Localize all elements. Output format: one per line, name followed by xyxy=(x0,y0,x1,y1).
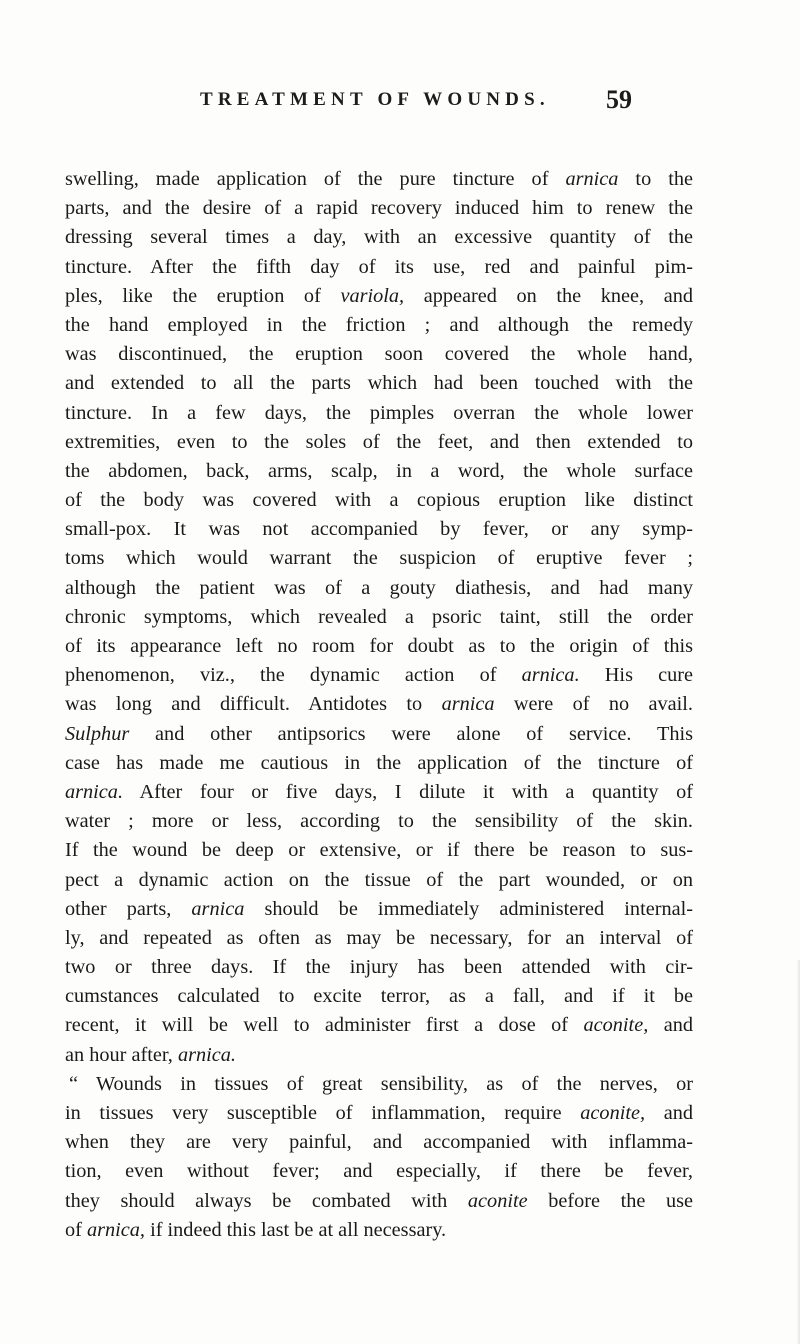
text-segment: tion, even without fever; and especially, if there be fever, xyxy=(65,1160,693,1183)
italic-term: arnica. xyxy=(177,1043,236,1066)
text-line xyxy=(65,982,693,1011)
text-segment: and extended to all the parts which had been touched with the xyxy=(65,372,693,395)
italic-term: variola, xyxy=(340,284,405,307)
text-line xyxy=(65,515,693,544)
text-segment: was long and difficult. Antidotes to xyxy=(65,693,442,716)
text-line xyxy=(65,399,693,428)
text-line xyxy=(65,253,693,282)
text-line xyxy=(65,282,693,311)
text-segment: an hour after, xyxy=(65,1043,178,1066)
text-line xyxy=(65,1070,693,1099)
text-segment: tincture. After the fifth day of its use, red and painful pim- xyxy=(65,255,693,278)
text-segment: should be immediately administered internal- xyxy=(244,897,693,920)
text-line xyxy=(65,866,693,895)
text-segment: appeared on the knee, and xyxy=(404,284,693,307)
text-line xyxy=(65,807,693,836)
text-segment: when they are very painful, and accompanied with inflamma- xyxy=(65,1131,693,1154)
text-line xyxy=(65,369,693,398)
text-segment: small-pox. It was not accompanied by fever, or any symp- xyxy=(65,518,693,541)
text-segment: of xyxy=(65,1218,87,1241)
page-number: 59 xyxy=(606,85,632,114)
text-line xyxy=(65,749,693,778)
text-line xyxy=(65,1187,693,1216)
italic-term: aconite, xyxy=(580,1102,646,1124)
text-line xyxy=(65,223,693,252)
text-line xyxy=(65,544,693,573)
text-segment: although the patient was of a gouty diathesis, and had many xyxy=(65,576,693,599)
text-line xyxy=(65,895,693,924)
italic-term: aconite, xyxy=(583,1014,649,1037)
text-line xyxy=(65,1128,693,1157)
text-segment: chronic symptoms, which revealed a psoric taint, still the order xyxy=(65,605,693,628)
text-line xyxy=(65,778,693,807)
text-segment: If the wound be deep or extensive, or if there be reason to sus- xyxy=(65,839,693,862)
text-segment: were of no avail. xyxy=(494,693,693,716)
text-line xyxy=(65,836,693,865)
page-header xyxy=(200,85,632,129)
italic-term: arnica xyxy=(441,693,495,716)
text-line xyxy=(65,574,693,603)
text-segment: other parts, xyxy=(65,897,192,920)
text-segment: of its appearance left no room for doubt as to the origin of this xyxy=(65,635,693,657)
text-line xyxy=(65,1216,693,1245)
text-line xyxy=(65,311,693,340)
running-title: TREATMENT OF WOUNDS. xyxy=(200,89,550,110)
text-segment: two or three days. If the injury has been attended with cir- xyxy=(65,956,693,979)
text-line xyxy=(65,428,693,457)
text-line xyxy=(65,661,693,690)
text-segment: recent, it will be well to administer first a dose of xyxy=(65,1014,584,1037)
text-segment: case has made me cautious in the application of the tincture of xyxy=(65,751,693,774)
italic-term: arnica. xyxy=(65,780,124,803)
text-segment: cumstances calculated to excite terror, as a fall, and if it be xyxy=(65,985,693,1008)
text-segment: if indeed this last be at all necessary. xyxy=(145,1218,447,1241)
text-segment: “ Wounds in tissues of great sensibility, as of the nerves, or xyxy=(69,1072,693,1095)
text-line xyxy=(65,632,693,661)
text-segment: water ; more or less, according to the sensibility of the skin. xyxy=(65,810,693,833)
text-line xyxy=(65,486,693,515)
page-edge-shadow xyxy=(796,960,800,1344)
text-segment: His cure xyxy=(579,664,693,687)
italic-term: arnica xyxy=(565,168,619,190)
text-segment: to the xyxy=(618,168,693,190)
italic-term: arnica, xyxy=(86,1218,145,1241)
text-segment: After four or five days, I dilute it with a quantity of xyxy=(123,780,693,803)
text-segment: was discontinued, the eruption soon covered the whole hand, xyxy=(65,343,693,366)
text-segment: swelling, made application of the pure tincture of xyxy=(65,168,566,190)
body-text xyxy=(65,165,693,1245)
text-segment: ples, like the eruption of xyxy=(65,284,341,307)
text-segment: and xyxy=(645,1102,693,1124)
text-segment: phenomenon, viz., the dynamic action of xyxy=(65,664,522,687)
text-line xyxy=(65,340,693,369)
text-segment: dressing several times a day, with an excessive quantity of the xyxy=(65,226,693,249)
text-segment: tincture. In a few days, the pimples overran the whole lower xyxy=(65,401,693,424)
text-line xyxy=(65,1099,693,1128)
text-line xyxy=(65,603,693,632)
text-segment: they should always be combated with xyxy=(65,1189,468,1212)
text-line xyxy=(65,194,693,223)
italic-term: Sulphur xyxy=(65,722,130,745)
text-segment: the hand employed in the friction ; and although the remedy xyxy=(65,313,693,336)
text-segment: ly, and repeated as often as may be necessary, for an interval of xyxy=(65,926,693,949)
text-line xyxy=(65,1011,693,1040)
text-line xyxy=(65,1157,693,1186)
text-line xyxy=(65,953,693,982)
text-segment: in tissues very susceptible of inflammation, require xyxy=(65,1102,581,1124)
text-line xyxy=(65,165,693,194)
text-segment: the abdomen, back, arms, scalp, in a word, the whole surface xyxy=(65,459,693,482)
text-segment: and xyxy=(648,1014,693,1037)
text-segment: of the body was covered with a copious eruption like distinct xyxy=(65,489,693,512)
text-segment: pect a dynamic action on the tissue of the part wounded, or on xyxy=(65,868,693,891)
text-line xyxy=(65,457,693,486)
text-line xyxy=(65,720,693,749)
text-line xyxy=(65,924,693,953)
text-segment: and other antipsorics were alone of service. This xyxy=(129,722,693,745)
text-segment: extremities, even to the soles of the feet, and then extended to xyxy=(65,430,693,453)
text-segment: parts, and the desire of a rapid recovery induced him to renew the xyxy=(65,197,693,220)
italic-term: aconite xyxy=(467,1189,528,1212)
italic-term: arnica. xyxy=(521,664,580,687)
text-segment: toms which would warrant the suspicion of eruptive fever ; xyxy=(65,547,693,570)
text-line xyxy=(65,690,693,719)
italic-term: arnica xyxy=(191,897,245,920)
text-segment: before the use xyxy=(527,1189,693,1212)
text-line xyxy=(65,1041,693,1070)
